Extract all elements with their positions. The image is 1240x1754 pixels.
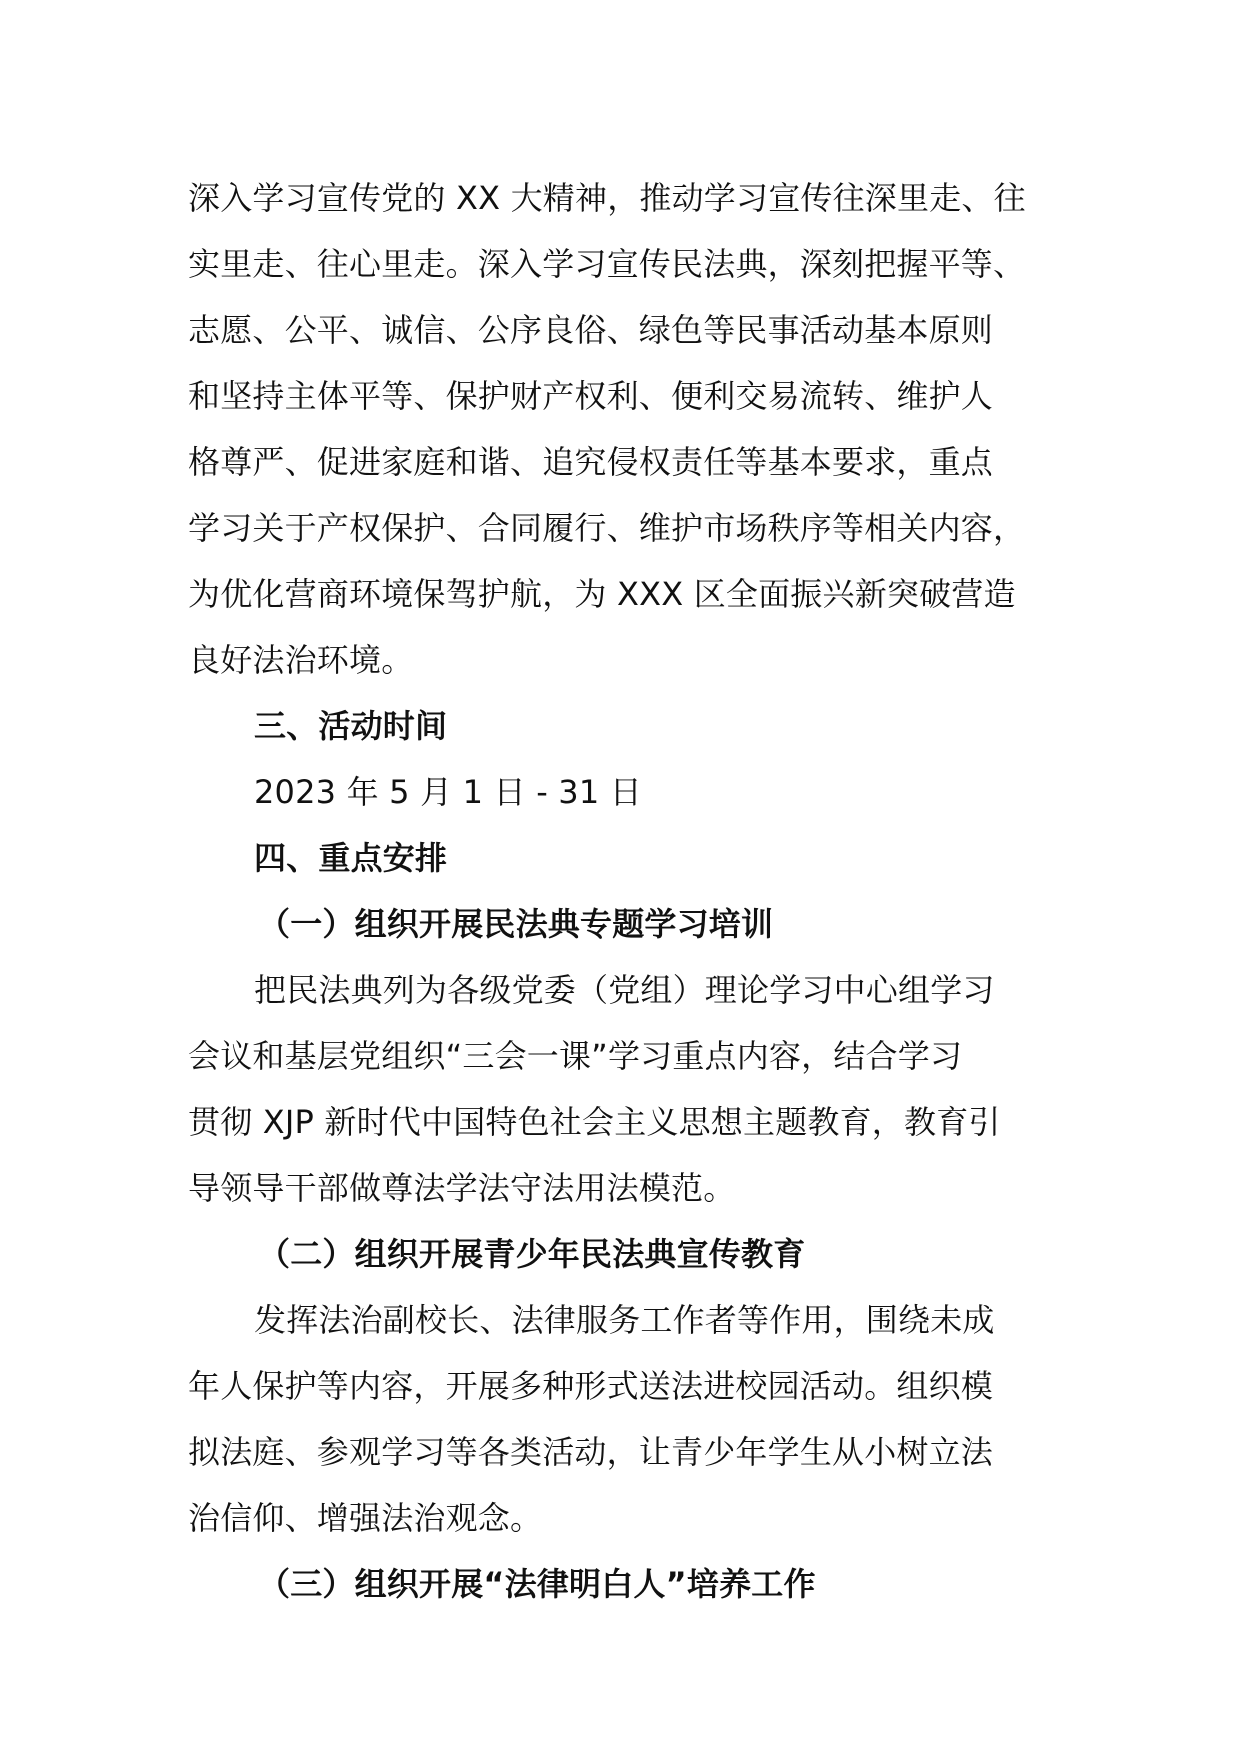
paragraph-line: 学习关于产权保护、合同履行、维护市场秩序等相关内容， <box>188 509 1026 547</box>
paragraph-line: 导领导干部做尊法学法守法用法模范。 <box>188 1169 736 1207</box>
paragraph-line: 把民法典列为各级党委（党组）理论学习中心组学习 <box>254 971 995 1009</box>
section-heading-activity-time: 三、活动时间 <box>254 707 448 745</box>
paragraph-line: 为优化营商环境保驾护航，为 XXX 区全面振兴新突破营造 <box>188 575 1016 613</box>
paragraph-line: 实里走、往心里走。深入学习宣传民法典，深刻把握平等、 <box>188 245 1026 283</box>
subsection-heading-3: （三）组织开展“法律明白人”培养工作 <box>258 1565 816 1603</box>
paragraph-line: 贯彻 XJP 新时代中国特色社会主义思想主题教育，教育引 <box>188 1103 1001 1141</box>
paragraph-line: 良好法治环境。 <box>188 641 414 679</box>
document-body <box>188 165 1068 1617</box>
activity-time-text: 2023 年 5 月 1 日 - 31 日 <box>254 773 642 811</box>
subsection-heading-2: （二）组织开展青少年民法典宣传教育 <box>258 1235 806 1273</box>
subsection-1-paragraph <box>188 957 1068 1221</box>
paragraph-line: 深入学习宣传党的 XX 大精神，推动学习宣传往深里走、往 <box>188 179 1026 217</box>
paragraph-line: 拟法庭、参观学习等各类活动，让青少年学生从小树立法 <box>188 1433 994 1471</box>
paragraph-line: 年人保护等内容，开展多种形式送法进校园活动。组织模 <box>188 1367 994 1405</box>
paragraph-line: 发挥法治副校长、法律服务工作者等作用，围绕未成 <box>254 1301 995 1339</box>
paragraph-line: 会议和基层党组织“三会一课”学习重点内容，结合学习 <box>188 1037 963 1075</box>
paragraph-line: 和坚持主体平等、保护财产权利、便利交易流转、维护人 <box>188 377 994 415</box>
section-heading-key-arrangements: 四、重点安排 <box>254 839 448 877</box>
paragraph-line: 志愿、公平、诚信、公序良俗、绿色等民事活动基本原则 <box>188 311 994 349</box>
paragraph-line: 格尊严、促进家庭和谐、追究侵权责任等基本要求，重点 <box>188 443 994 481</box>
paragraph-line: 治信仰、增强法治观念。 <box>188 1499 543 1537</box>
subsection-heading-1: （一）组织开展民法典专题学习培训 <box>258 905 774 943</box>
intro-paragraph <box>188 165 1068 693</box>
subsection-2-paragraph <box>188 1287 1068 1551</box>
